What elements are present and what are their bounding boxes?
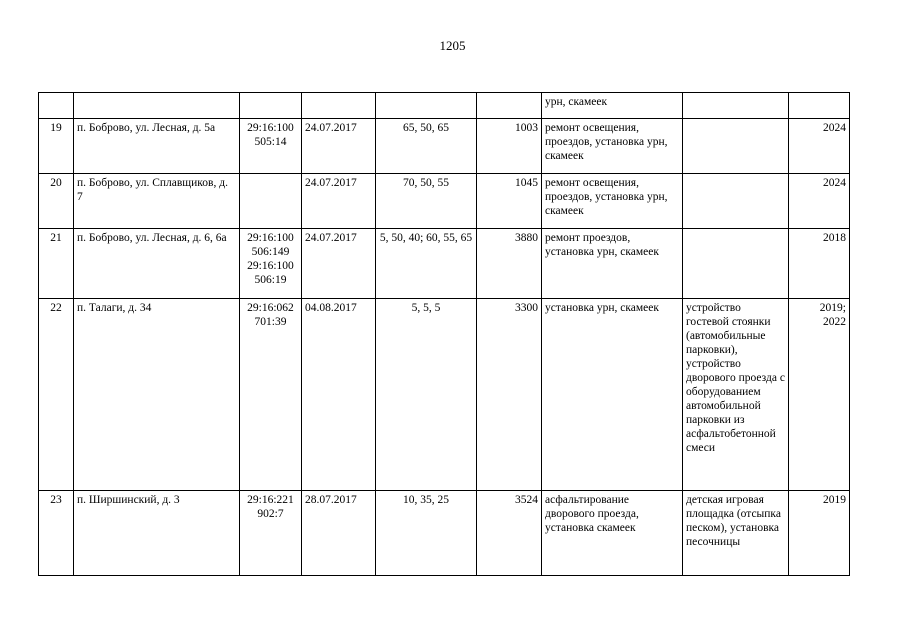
cell-basic-works: ремонт освещения, проездов, установка урн, скамеек <box>542 174 683 229</box>
cell-date: 04.08.2017 <box>302 299 376 491</box>
cell-area: 65, 50, 65 <box>376 119 477 174</box>
cadastral-line: 701:39 <box>254 316 287 328</box>
year-line: 2019; <box>819 302 846 314</box>
table-row <box>39 491 850 576</box>
cadastral-line: 29:16:062 <box>247 302 294 314</box>
table-row <box>39 229 850 299</box>
cadastral-line: 505:14 <box>254 136 287 148</box>
year-line: 2024 <box>823 177 846 189</box>
courtyard-registry-table <box>38 92 850 576</box>
cell-count: 3524 <box>477 491 542 576</box>
cell-count: 3880 <box>477 229 542 299</box>
cell-year <box>789 229 850 299</box>
cadastral-line: 29:16:221 <box>247 494 294 506</box>
cell-count: 1045 <box>477 174 542 229</box>
cell-extra-works: детская игровая площадка (отсыпка песком), установка песочницы <box>683 491 789 576</box>
cell-date: 28.07.2017 <box>302 491 376 576</box>
cadastral-line: 506:149 <box>251 246 290 258</box>
cell-cadastral <box>240 93 302 119</box>
cell-area: 70, 50, 55 <box>376 174 477 229</box>
cell-year <box>789 119 850 174</box>
table-row-continuation <box>39 93 850 119</box>
cell-extra-works <box>683 93 789 119</box>
year-line: 2019 <box>823 494 846 506</box>
cell-num: 19 <box>39 119 74 174</box>
cell-cadastral <box>240 491 302 576</box>
cell-num: 22 <box>39 299 74 491</box>
cell-cadastral <box>240 174 302 229</box>
table-row <box>39 174 850 229</box>
cell-cadastral <box>240 299 302 491</box>
cell-area: 10, 35, 25 <box>376 491 477 576</box>
cell-area <box>376 93 477 119</box>
cell-basic-works: ремонт освещения, проездов, установка урн, скамеек <box>542 119 683 174</box>
cell-address: п. Боброво, ул. Лесная, д. 5а <box>74 119 240 174</box>
cell-num: 20 <box>39 174 74 229</box>
cell-count: 1003 <box>477 119 542 174</box>
cell-year <box>789 491 850 576</box>
cell-num: 21 <box>39 229 74 299</box>
cell-basic-works: асфальтирование дворового проезда, установка скамеек <box>542 491 683 576</box>
cell-basic-works: урн, скамеек <box>542 93 683 119</box>
cadastral-line: 29:16:100 <box>247 232 294 244</box>
year-line: 2022 <box>823 316 846 328</box>
cell-num: 23 <box>39 491 74 576</box>
cell-basic-works: ремонт проездов, установка урн, скамеек <box>542 229 683 299</box>
year-line: 2018 <box>823 232 846 244</box>
year-line: 2024 <box>823 122 846 134</box>
cell-date <box>302 93 376 119</box>
cadastral-line: 506:19 <box>254 274 287 286</box>
cell-extra-works <box>683 174 789 229</box>
cell-extra-works: устройство гостевой стоянки (автомобильные парковки), устройство дворового проезда с оборудованием автомобильной парковки из асфальтобетонной смеси <box>683 299 789 491</box>
cell-date: 24.07.2017 <box>302 174 376 229</box>
cell-extra-works <box>683 229 789 299</box>
cadastral-line: 29:16:100 <box>247 260 294 272</box>
table-row <box>39 119 850 174</box>
cadastral-line: 29:16:100 <box>247 122 294 134</box>
cell-num <box>39 93 74 119</box>
cell-date: 24.07.2017 <box>302 119 376 174</box>
cell-area: 5, 5, 5 <box>376 299 477 491</box>
cell-address <box>74 93 240 119</box>
cell-address: п. Боброво, ул. Лесная, д. 6, 6а <box>74 229 240 299</box>
cell-count: 3300 <box>477 299 542 491</box>
cell-cadastral <box>240 229 302 299</box>
cell-basic-works: установка урн, скамеек <box>542 299 683 491</box>
cell-count <box>477 93 542 119</box>
cell-year <box>789 299 850 491</box>
cell-address: п. Талаги, д. 34 <box>74 299 240 491</box>
cell-extra-works <box>683 119 789 174</box>
page-number: 1205 <box>439 38 466 53</box>
cell-address: п. Ширшинский, д. 3 <box>74 491 240 576</box>
table-row <box>39 299 850 491</box>
cell-year <box>789 174 850 229</box>
cell-address: п. Боброво, ул. Сплавщиков, д. 7 <box>74 174 240 229</box>
cell-year <box>789 93 850 119</box>
cell-area: 5, 50, 40; 60, 55, 65 <box>376 229 477 299</box>
cadastral-line: 902:7 <box>257 508 284 520</box>
cell-cadastral <box>240 119 302 174</box>
cell-date: 24.07.2017 <box>302 229 376 299</box>
